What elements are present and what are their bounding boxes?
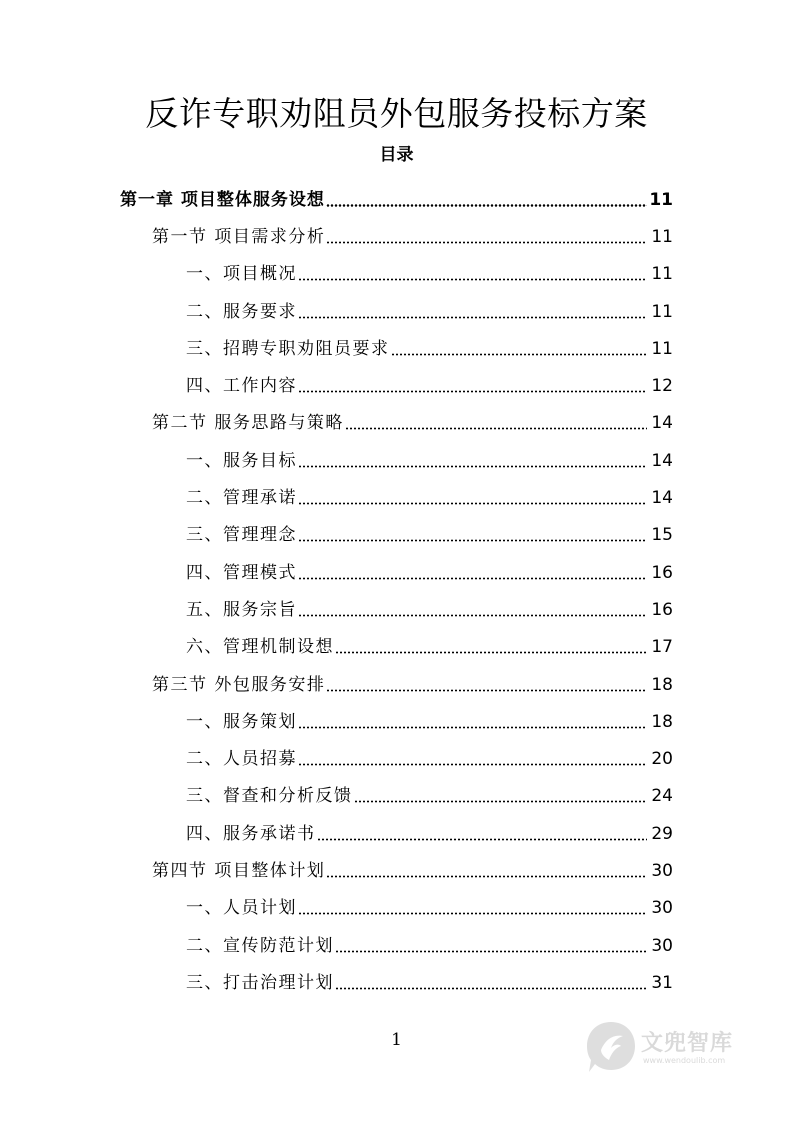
toc-dot-leader — [298, 520, 647, 542]
toc-dot-leader — [298, 707, 647, 729]
toc-entry[interactable] — [0, 778, 673, 815]
toc-entry-page: 11 — [651, 301, 673, 322]
toc-entry-label: 第三节 外包服务安排 — [152, 674, 326, 695]
toc-entry[interactable] — [0, 181, 673, 218]
toc-dot-leader — [298, 595, 647, 617]
toc-entry-page: 24 — [651, 786, 673, 807]
toc-dot-leader — [298, 483, 647, 505]
watermark — [585, 1020, 775, 1080]
toc-dot-leader — [298, 446, 647, 468]
toc-dot-leader — [298, 893, 647, 915]
toc-entry-page: 30 — [651, 898, 673, 919]
toc-entry-page: 17 — [651, 637, 673, 658]
toc-dot-leader — [391, 334, 648, 356]
toc-entry[interactable] — [0, 293, 673, 330]
toc-entry-page: 30 — [651, 860, 673, 881]
toc-entry-page: 11 — [651, 338, 673, 359]
toc-dot-leader — [298, 371, 647, 393]
toc-entry[interactable] — [0, 218, 673, 255]
toc-entry[interactable] — [0, 815, 673, 852]
toc-entry[interactable] — [0, 591, 673, 628]
toc-entry[interactable] — [0, 740, 673, 777]
toc-dot-leader — [354, 781, 648, 803]
toc-dot-leader — [335, 632, 647, 654]
toc-entry-page: 14 — [651, 450, 673, 471]
toc-entry[interactable] — [0, 927, 673, 964]
toc-entry[interactable] — [0, 554, 673, 591]
toc-entry-page: 11 — [651, 264, 673, 285]
toc-entry-page: 16 — [651, 599, 673, 620]
toc-entry-label: 第二节 服务思路与策略 — [152, 413, 344, 434]
toc-entry[interactable] — [0, 256, 673, 293]
toc-dot-leader — [298, 744, 647, 766]
toc-dot-leader — [326, 185, 647, 207]
toc-dot-leader — [317, 819, 648, 841]
toc-dot-leader — [298, 297, 647, 319]
toc-entry-page: 14 — [651, 413, 673, 434]
toc-entry-label: 三、督查和分析反馈 — [186, 786, 353, 807]
toc-entry-page: 29 — [651, 823, 673, 844]
toc-entry-page: 12 — [651, 376, 673, 397]
toc-entry-page: 11 — [649, 189, 673, 210]
toc-entry-label: 一、项目概况 — [186, 264, 297, 285]
toc-entry-label: 五、服务宗旨 — [186, 599, 297, 620]
toc-entry[interactable] — [0, 703, 673, 740]
table-of-contents — [0, 181, 793, 1002]
toc-entry-label: 第四节 项目整体计划 — [152, 860, 326, 881]
toc-entry[interactable] — [0, 442, 673, 479]
toc-entry[interactable] — [0, 330, 673, 367]
page-number: 1 — [391, 1030, 402, 1050]
document-title: 反诈专职劝阻员外包服务投标方案 — [145, 94, 648, 133]
toc-entry-page: 14 — [651, 488, 673, 509]
toc-entry[interactable] — [0, 405, 673, 442]
toc-entry-page: 16 — [651, 562, 673, 583]
toc-dot-leader — [326, 670, 647, 692]
toc-entry[interactable] — [0, 890, 673, 927]
toc-entry-label: 三、招聘专职劝阻员要求 — [186, 338, 390, 359]
watermark-text: 文兜智库 — [641, 1031, 734, 1056]
toc-entry-label: 二、服务要求 — [186, 301, 297, 322]
toc-dot-leader — [345, 408, 647, 430]
toc-dot-leader — [335, 931, 647, 953]
toc-entry[interactable] — [0, 964, 673, 1001]
watermark-url: www.wendoulib.com — [643, 1056, 726, 1065]
toc-entry-page: 20 — [651, 749, 673, 770]
toc-entry-label: 一、服务目标 — [186, 450, 297, 471]
toc-entry[interactable] — [0, 367, 673, 404]
toc-entry-label: 第一章 项目整体服务设想 — [120, 189, 325, 210]
toc-dot-leader — [335, 968, 647, 990]
toc-entry-page: 11 — [651, 226, 673, 247]
toc-entry-label: 二、宣传防范计划 — [186, 935, 334, 956]
toc-entry-label: 三、管理理念 — [186, 525, 297, 546]
toc-entry-label: 四、管理模式 — [186, 562, 297, 583]
toc-dot-leader — [298, 259, 647, 281]
toc-entry-page: 30 — [651, 935, 673, 956]
toc-dot-leader — [298, 558, 647, 580]
toc-entry-page: 18 — [651, 711, 673, 732]
toc-entry-label: 三、打击治理计划 — [186, 972, 334, 993]
toc-entry[interactable] — [0, 629, 673, 666]
watermark-logo-icon — [585, 1020, 637, 1076]
toc-entry-label: 四、工作内容 — [186, 376, 297, 397]
toc-entry-label: 二、管理承诺 — [186, 488, 297, 509]
toc-entry-label: 第一节 项目需求分析 — [152, 226, 326, 247]
toc-heading: 目录 — [379, 145, 414, 165]
toc-entry-label: 一、人员计划 — [186, 898, 297, 919]
toc-dot-leader — [326, 222, 647, 244]
toc-entry[interactable] — [0, 479, 673, 516]
toc-entry-page: 31 — [651, 972, 673, 993]
toc-dot-leader — [326, 856, 647, 878]
toc-entry-page: 18 — [651, 674, 673, 695]
toc-entry[interactable] — [0, 852, 673, 889]
toc-entry-label: 一、服务策划 — [186, 711, 297, 732]
toc-entry[interactable] — [0, 517, 673, 554]
toc-entry-page: 15 — [651, 525, 673, 546]
toc-entry-label: 四、服务承诺书 — [186, 823, 316, 844]
toc-entry[interactable] — [0, 666, 673, 703]
toc-entry-label: 六、管理机制设想 — [186, 637, 334, 658]
toc-entry-label: 二、人员招募 — [186, 749, 297, 770]
